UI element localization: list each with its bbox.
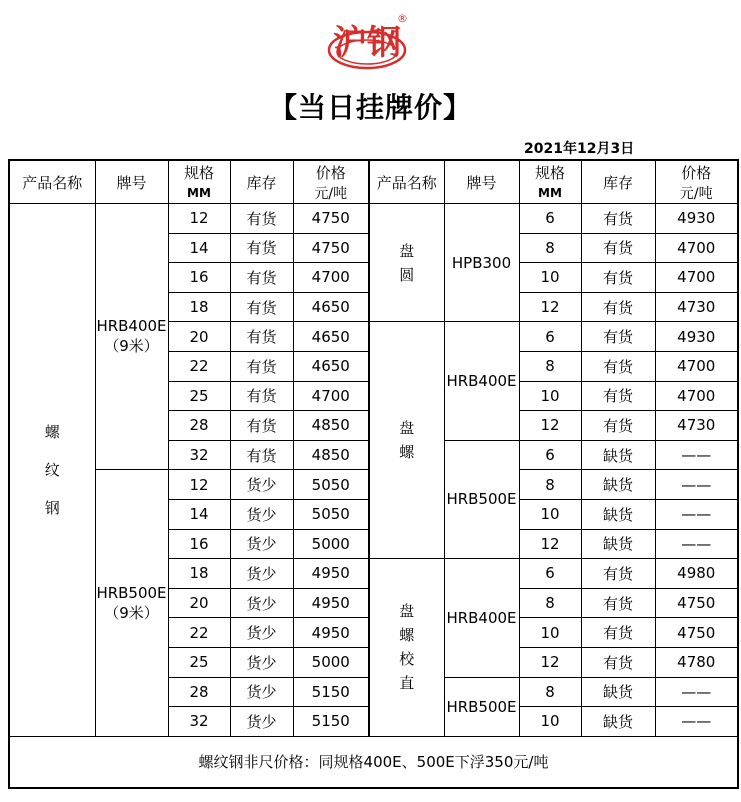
grade-label: HRB500E — [96, 583, 167, 602]
product-name-char: 钢 — [44, 498, 60, 517]
spec-cell: 22 — [168, 351, 230, 381]
price-cell: 4930 — [655, 322, 738, 352]
stock-cell: 有货 — [581, 588, 655, 618]
spec-cell: 10 — [519, 263, 581, 293]
price-cell: 4750 — [293, 204, 369, 234]
stock-cell: 缺货 — [581, 529, 655, 559]
price-cell: 4780 — [655, 647, 738, 677]
stock-cell: 有货 — [230, 440, 293, 470]
stock-cell: 有货 — [230, 411, 293, 441]
price-table — [8, 159, 739, 789]
price-cell: 5000 — [293, 529, 369, 559]
price-cell: 5150 — [293, 707, 369, 737]
header-product-name: 产品名称 — [369, 160, 444, 204]
product-name-char: 盘 — [399, 419, 415, 438]
grade-note: （9米） — [104, 603, 159, 622]
stock-cell: 货少 — [230, 618, 293, 648]
note-row — [9, 736, 738, 788]
spec-cell: 14 — [168, 233, 230, 263]
grade-cell: HRB400E — [444, 322, 519, 440]
spec-cell: 12 — [168, 204, 230, 234]
product-name-rebar — [9, 204, 95, 737]
stock-cell: 有货 — [581, 618, 655, 648]
stock-cell: 有货 — [230, 351, 293, 381]
spec-cell: 32 — [168, 440, 230, 470]
header-price-unit: 元/吨 — [655, 183, 738, 204]
spec-cell: 16 — [168, 529, 230, 559]
spec-cell: 10 — [519, 707, 581, 737]
product-name-char: 圆 — [399, 265, 415, 284]
spec-cell: 28 — [168, 411, 230, 441]
price-cell: 4980 — [655, 559, 738, 589]
spec-cell: 8 — [519, 233, 581, 263]
price-cell: 4730 — [655, 411, 738, 441]
spec-cell: 32 — [168, 707, 230, 737]
stock-cell: 有货 — [581, 381, 655, 411]
price-cell: 4730 — [655, 292, 738, 322]
price-cell: 4930 — [655, 204, 738, 234]
page-title: 【当日挂牌价】 — [268, 91, 472, 124]
price-cell: 4750 — [293, 233, 369, 263]
spec-cell: 6 — [519, 440, 581, 470]
stock-cell: 货少 — [230, 588, 293, 618]
product-name-char: 盘 — [399, 602, 415, 621]
price-cell: —— — [655, 677, 738, 707]
price-cell: 4850 — [293, 440, 369, 470]
spec-cell: 25 — [168, 381, 230, 411]
price-cell: —— — [655, 529, 738, 559]
spec-cell: 12 — [519, 292, 581, 322]
price-cell: 4700 — [293, 381, 369, 411]
header-spec-unit: MM — [168, 183, 230, 204]
spec-cell: 8 — [519, 470, 581, 500]
spec-cell: 6 — [519, 322, 581, 352]
header-grade: 牌号 — [444, 160, 519, 204]
stock-cell: 货少 — [230, 470, 293, 500]
price-cell: 4650 — [293, 351, 369, 381]
price-cell: 4750 — [655, 618, 738, 648]
spec-cell: 10 — [519, 381, 581, 411]
spec-cell: 18 — [168, 559, 230, 589]
stock-cell: 有货 — [581, 559, 655, 589]
product-name-char: 纹 — [44, 460, 60, 479]
price-cell: 5050 — [293, 470, 369, 500]
stock-cell: 有货 — [230, 204, 293, 234]
spec-cell: 28 — [168, 677, 230, 707]
price-cell: 4650 — [293, 322, 369, 352]
price-cell: 4700 — [293, 263, 369, 293]
spec-cell: 12 — [519, 647, 581, 677]
price-cell: 5150 — [293, 677, 369, 707]
header-price: 价格 — [293, 160, 369, 183]
header-stock: 库存 — [230, 160, 293, 204]
stock-cell: 有货 — [581, 292, 655, 322]
stock-cell: 货少 — [230, 677, 293, 707]
spec-cell: 8 — [519, 588, 581, 618]
header-spec: 规格 — [168, 160, 230, 183]
stock-cell: 有货 — [581, 351, 655, 381]
price-cell: —— — [655, 707, 738, 737]
stock-cell: 有货 — [230, 381, 293, 411]
price-cell: 4850 — [293, 411, 369, 441]
spec-cell: 16 — [168, 263, 230, 293]
spec-cell: 10 — [519, 499, 581, 529]
price-cell: 4700 — [655, 233, 738, 263]
table-row — [9, 204, 738, 234]
header-price-unit: 元/吨 — [293, 183, 369, 204]
stock-cell: 货少 — [230, 707, 293, 737]
grade-cell — [95, 470, 168, 736]
grade-cell: HPB300 — [444, 204, 519, 322]
product-name-char: 校 — [399, 650, 415, 669]
stock-cell: 货少 — [230, 559, 293, 589]
stock-cell: 有货 — [230, 292, 293, 322]
logo-emblem — [325, 6, 415, 76]
company-logo — [325, 6, 415, 76]
product-name-char: 螺 — [399, 626, 415, 645]
spec-cell: 14 — [168, 499, 230, 529]
spec-cell: 20 — [168, 588, 230, 618]
header-stock: 库存 — [581, 160, 655, 204]
price-cell: 4700 — [655, 381, 738, 411]
price-cell: 4700 — [655, 351, 738, 381]
stock-cell: 有货 — [581, 263, 655, 293]
product-name-char: 螺 — [44, 422, 60, 441]
stock-cell: 有货 — [581, 411, 655, 441]
price-cell: 4950 — [293, 588, 369, 618]
product-name-char: 螺 — [399, 443, 415, 462]
price-cell: 5050 — [293, 499, 369, 529]
stock-cell: 缺货 — [581, 707, 655, 737]
price-cell: —— — [655, 499, 738, 529]
grade-note: （9米） — [104, 337, 159, 356]
stock-cell: 有货 — [230, 322, 293, 352]
stock-cell: 缺货 — [581, 440, 655, 470]
stock-cell: 缺货 — [581, 470, 655, 500]
stock-cell: 有货 — [581, 322, 655, 352]
spec-cell: 18 — [168, 292, 230, 322]
price-cell: 5000 — [293, 647, 369, 677]
price-cell: 4950 — [293, 618, 369, 648]
grade-label: HRB400E — [96, 317, 167, 336]
spec-cell: 12 — [168, 470, 230, 500]
stock-cell: 有货 — [581, 233, 655, 263]
product-name-cell — [369, 204, 444, 322]
header-grade: 牌号 — [95, 160, 168, 204]
stock-cell: 货少 — [230, 647, 293, 677]
grade-cell: HRB500E — [444, 677, 519, 736]
header-price: 价格 — [655, 160, 738, 183]
spec-cell: 10 — [519, 618, 581, 648]
header-spec-unit: MM — [519, 183, 581, 204]
price-cell: 4700 — [655, 263, 738, 293]
spec-cell: 25 — [168, 647, 230, 677]
price-cell: 4750 — [655, 588, 738, 618]
stock-cell: 货少 — [230, 529, 293, 559]
price-cell: —— — [655, 470, 738, 500]
stock-cell: 缺货 — [581, 677, 655, 707]
stock-cell: 有货 — [230, 233, 293, 263]
price-cell: 4950 — [293, 559, 369, 589]
spec-cell: 8 — [519, 351, 581, 381]
header-product-name: 产品名称 — [9, 160, 95, 204]
price-cell: —— — [655, 440, 738, 470]
spec-cell: 8 — [519, 677, 581, 707]
stock-cell: 有货 — [581, 204, 655, 234]
spec-cell: 6 — [519, 204, 581, 234]
grade-cell: HRB400E — [444, 559, 519, 677]
price-note: 螺纹钢非尺价格：同规格400E、500E下浮350元/吨 — [9, 736, 738, 788]
spec-cell: 12 — [519, 411, 581, 441]
stock-cell: 缺货 — [581, 499, 655, 529]
product-name-cell — [369, 559, 444, 737]
stock-cell: 有货 — [581, 647, 655, 677]
price-date: 2021年12月3日 — [524, 141, 635, 157]
price-cell: 4650 — [293, 292, 369, 322]
stock-cell: 货少 — [230, 499, 293, 529]
product-name-cell — [369, 322, 444, 559]
stock-cell: 有货 — [230, 263, 293, 293]
spec-cell: 22 — [168, 618, 230, 648]
spec-cell: 12 — [519, 529, 581, 559]
header-spec: 规格 — [519, 160, 581, 183]
svg-text:®: ® — [397, 12, 408, 25]
spec-cell: 6 — [519, 559, 581, 589]
product-name-char: 直 — [399, 674, 415, 693]
spec-cell: 20 — [168, 322, 230, 352]
grade-cell: HRB500E — [444, 440, 519, 558]
product-name-char: 盘 — [399, 241, 415, 260]
grade-cell — [95, 204, 168, 470]
svg-text:沪钢: 沪钢 — [333, 23, 401, 63]
